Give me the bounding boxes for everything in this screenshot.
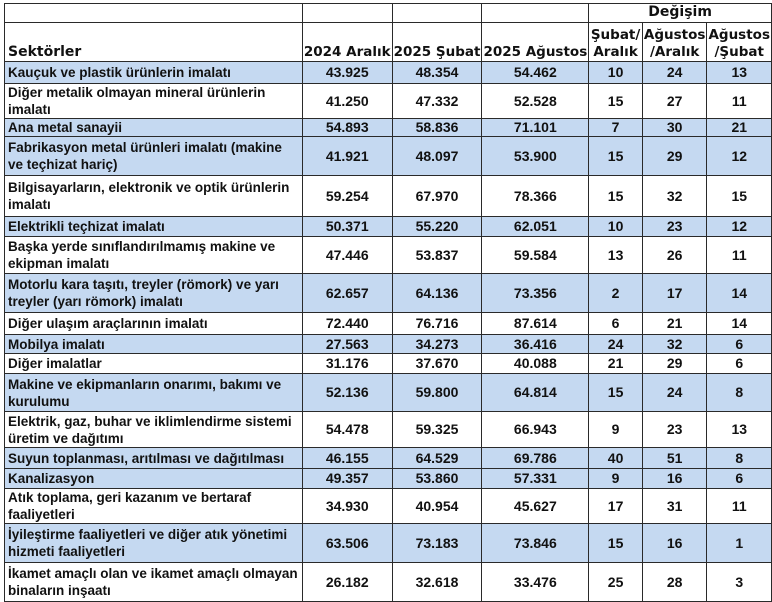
change-agustos-aralik-cell: 32 xyxy=(642,176,707,217)
change-subat-aralik-cell: 17 xyxy=(589,489,643,524)
value-2025-agustos-cell: 53.900 xyxy=(482,137,589,176)
value-2025-subat-cell: 40.954 xyxy=(392,489,482,524)
value-2024-aralik-cell: 43.925 xyxy=(302,62,392,84)
table-row xyxy=(5,469,772,489)
value-2025-agustos-cell: 73.846 xyxy=(482,524,589,563)
change-agustos-aralik-cell: 17 xyxy=(642,274,707,313)
value-2025-agustos-cell: 71.101 xyxy=(482,119,589,137)
table-row xyxy=(5,563,772,602)
value-2025-subat-cell: 53.837 xyxy=(392,237,482,274)
change-agustos-aralik-cell: 23 xyxy=(642,217,707,237)
header-blank-cell xyxy=(5,4,303,23)
value-2025-subat-cell: 58.836 xyxy=(392,119,482,137)
change-subat-aralik-cell: 15 xyxy=(589,84,643,119)
change-agustos-subat-cell: 13 xyxy=(707,62,772,84)
value-2024-aralik-cell: 50.371 xyxy=(302,217,392,237)
value-2025-agustos-cell: 59.584 xyxy=(482,237,589,274)
header-2025-agustos: 2025 Ağustos xyxy=(482,23,589,62)
change-agustos-subat-cell: 6 xyxy=(707,469,772,489)
value-2025-agustos-cell: 87.614 xyxy=(482,313,589,335)
value-2025-agustos-cell: 73.356 xyxy=(482,274,589,313)
sector-name-cell: Elektrikli teçhizat imalatı xyxy=(5,217,303,237)
sector-name-cell: Makine ve ekipmanların onarımı, bakımı ve kurulumu xyxy=(5,374,303,412)
change-subat-aralik-cell: 40 xyxy=(589,448,643,469)
header-sectors: Sektörler xyxy=(5,23,303,62)
value-2025-agustos-cell: 52.528 xyxy=(482,84,589,119)
sector-name-cell: İyileştirme faaliyetleri ve diğer atık yönetimi hizmeti faaliyetleri xyxy=(5,524,303,563)
value-2025-agustos-cell: 66.943 xyxy=(482,412,589,448)
table-row xyxy=(5,119,772,137)
value-2024-aralik-cell: 46.155 xyxy=(302,448,392,469)
sector-name-cell: Ana metal sanayii xyxy=(5,119,303,137)
change-agustos-subat-cell: 8 xyxy=(707,374,772,412)
header-group-row xyxy=(5,4,772,23)
change-subat-aralik-cell: 15 xyxy=(589,137,643,176)
value-2025-subat-cell: 34.273 xyxy=(392,335,482,354)
sector-name-cell: Elektrik, gaz, buhar ve iklimlendirme sistemi üretim ve dağıtımı xyxy=(5,412,303,448)
change-subat-aralik-cell: 24 xyxy=(589,335,643,354)
value-2024-aralik-cell: 63.506 xyxy=(302,524,392,563)
change-agustos-subat-cell: 6 xyxy=(707,335,772,354)
value-2025-agustos-cell: 33.476 xyxy=(482,563,589,602)
change-subat-aralik-cell: 25 xyxy=(589,563,643,602)
header-2025-subat: 2025 Şubat xyxy=(392,23,482,62)
header-blank-cell xyxy=(482,4,589,23)
value-2025-subat-cell: 59.800 xyxy=(392,374,482,412)
table-row xyxy=(5,412,772,448)
table-row xyxy=(5,489,772,524)
change-agustos-aralik-cell: 32 xyxy=(642,335,707,354)
change-subat-aralik-cell: 15 xyxy=(589,524,643,563)
change-subat-aralik-cell: 2 xyxy=(589,274,643,313)
sector-name-cell: Motorlu kara taşıtı, treyler (römork) ve yarı treyler (yarı römork) imalatı xyxy=(5,274,303,313)
value-2024-aralik-cell: 54.893 xyxy=(302,119,392,137)
sector-name-cell: Suyun toplanması, arıtılması ve dağıtılması xyxy=(5,448,303,469)
table-row xyxy=(5,217,772,237)
change-subat-aralik-cell: 7 xyxy=(589,119,643,137)
change-agustos-aralik-cell: 23 xyxy=(642,412,707,448)
sector-name-cell: Diğer ulaşım araçlarının imalatı xyxy=(5,313,303,335)
change-agustos-subat-cell: 13 xyxy=(707,412,772,448)
header-blank-cell xyxy=(302,4,392,23)
value-2025-subat-cell: 48.097 xyxy=(392,137,482,176)
change-subat-aralik-cell: 9 xyxy=(589,412,643,448)
value-2024-aralik-cell: 41.921 xyxy=(302,137,392,176)
change-agustos-subat-cell: 15 xyxy=(707,176,772,217)
value-2025-agustos-cell: 69.786 xyxy=(482,448,589,469)
change-agustos-aralik-cell: 31 xyxy=(642,489,707,524)
change-agustos-aralik-cell: 27 xyxy=(642,84,707,119)
value-2025-subat-cell: 32.618 xyxy=(392,563,482,602)
value-2024-aralik-cell: 47.446 xyxy=(302,237,392,274)
sector-name-cell: İkamet amaçlı olan ve ikamet amaçlı olmayan binaların inşaatı xyxy=(5,563,303,602)
value-2025-subat-cell: 64.529 xyxy=(392,448,482,469)
header-2024-aralik: 2024 Aralık xyxy=(302,23,392,62)
value-2025-subat-cell: 53.860 xyxy=(392,469,482,489)
change-agustos-subat-cell: 11 xyxy=(707,84,772,119)
sector-name-cell: Bilgisayarların, elektronik ve optik ürünlerin imalatı xyxy=(5,176,303,217)
table-row xyxy=(5,237,772,274)
value-2025-subat-cell: 55.220 xyxy=(392,217,482,237)
value-2024-aralik-cell: 27.563 xyxy=(302,335,392,354)
value-2024-aralik-cell: 31.176 xyxy=(302,354,392,374)
change-subat-aralik-cell: 10 xyxy=(589,62,643,84)
value-2025-agustos-cell: 45.627 xyxy=(482,489,589,524)
value-2025-agustos-cell: 40.088 xyxy=(482,354,589,374)
change-agustos-subat-cell: 3 xyxy=(707,563,772,602)
change-agustos-aralik-cell: 28 xyxy=(642,563,707,602)
change-agustos-subat-cell: 12 xyxy=(707,137,772,176)
sector-name-cell: Diğer imalatlar xyxy=(5,354,303,374)
header-blank-cell xyxy=(392,4,482,23)
value-2025-subat-cell: 76.716 xyxy=(392,313,482,335)
change-agustos-subat-cell: 1 xyxy=(707,524,772,563)
value-2025-subat-cell: 47.332 xyxy=(392,84,482,119)
change-agustos-aralik-cell: 30 xyxy=(642,119,707,137)
value-2024-aralik-cell: 41.250 xyxy=(302,84,392,119)
table-row xyxy=(5,176,772,217)
sector-name-cell: Kauçuk ve plastik ürünlerin imalatı xyxy=(5,62,303,84)
change-agustos-aralik-cell: 16 xyxy=(642,469,707,489)
change-subat-aralik-cell: 15 xyxy=(589,374,643,412)
value-2025-subat-cell: 73.183 xyxy=(392,524,482,563)
value-2024-aralik-cell: 72.440 xyxy=(302,313,392,335)
sector-name-cell: Mobilya imalatı xyxy=(5,335,303,354)
value-2025-subat-cell: 37.670 xyxy=(392,354,482,374)
value-2025-agustos-cell: 54.462 xyxy=(482,62,589,84)
change-subat-aralik-cell: 10 xyxy=(589,217,643,237)
table-row xyxy=(5,274,772,313)
table-row xyxy=(5,313,772,335)
table-row xyxy=(5,448,772,469)
change-agustos-aralik-cell: 21 xyxy=(642,313,707,335)
table-body xyxy=(5,62,772,602)
header-agustos-aralik: Ağustos /Aralık xyxy=(642,23,707,62)
change-agustos-aralik-cell: 26 xyxy=(642,237,707,274)
value-2025-agustos-cell: 36.416 xyxy=(482,335,589,354)
value-2025-subat-cell: 67.970 xyxy=(392,176,482,217)
change-agustos-subat-cell: 14 xyxy=(707,313,772,335)
change-agustos-subat-cell: 21 xyxy=(707,119,772,137)
value-2025-subat-cell: 48.354 xyxy=(392,62,482,84)
header-subat-aralik: Şubat/ Aralık xyxy=(589,23,643,62)
sector-name-cell: Atık toplama, geri kazanım ve bertaraf faaliyetleri xyxy=(5,489,303,524)
value-2025-agustos-cell: 78.366 xyxy=(482,176,589,217)
header-agustos-subat: Ağustos /Şubat xyxy=(707,23,772,62)
value-2024-aralik-cell: 62.657 xyxy=(302,274,392,313)
change-subat-aralik-cell: 15 xyxy=(589,176,643,217)
value-2025-agustos-cell: 64.814 xyxy=(482,374,589,412)
value-2024-aralik-cell: 54.478 xyxy=(302,412,392,448)
change-agustos-subat-cell: 12 xyxy=(707,217,772,237)
change-agustos-aralik-cell: 51 xyxy=(642,448,707,469)
header-row xyxy=(5,23,772,62)
value-2024-aralik-cell: 52.136 xyxy=(302,374,392,412)
table-row xyxy=(5,335,772,354)
table-row xyxy=(5,62,772,84)
change-agustos-subat-cell: 11 xyxy=(707,237,772,274)
value-2024-aralik-cell: 34.930 xyxy=(302,489,392,524)
change-agustos-aralik-cell: 24 xyxy=(642,62,707,84)
header-change-group: Değişim xyxy=(589,4,772,23)
change-agustos-aralik-cell: 29 xyxy=(642,137,707,176)
table-row xyxy=(5,374,772,412)
change-agustos-aralik-cell: 16 xyxy=(642,524,707,563)
change-subat-aralik-cell: 6 xyxy=(589,313,643,335)
table-row xyxy=(5,524,772,563)
sector-name-cell: Fabrikasyon metal ürünleri imalatı (makine ve teçhizat hariç) xyxy=(5,137,303,176)
change-agustos-aralik-cell: 24 xyxy=(642,374,707,412)
value-2025-agustos-cell: 62.051 xyxy=(482,217,589,237)
change-subat-aralik-cell: 21 xyxy=(589,354,643,374)
table-row xyxy=(5,137,772,176)
change-agustos-subat-cell: 14 xyxy=(707,274,772,313)
change-subat-aralik-cell: 9 xyxy=(589,469,643,489)
table-row xyxy=(5,84,772,119)
change-subat-aralik-cell: 13 xyxy=(589,237,643,274)
change-agustos-aralik-cell: 29 xyxy=(642,354,707,374)
value-2024-aralik-cell: 59.254 xyxy=(302,176,392,217)
value-2025-agustos-cell: 57.331 xyxy=(482,469,589,489)
sector-name-cell: Kanalizasyon xyxy=(5,469,303,489)
change-agustos-subat-cell: 11 xyxy=(707,489,772,524)
value-2025-subat-cell: 59.325 xyxy=(392,412,482,448)
value-2024-aralik-cell: 26.182 xyxy=(302,563,392,602)
value-2025-subat-cell: 64.136 xyxy=(392,274,482,313)
sector-table-container xyxy=(4,3,772,602)
sector-change-table xyxy=(4,3,772,602)
table-row xyxy=(5,354,772,374)
sector-name-cell: Başka yerde sınıflandırılmamış makine ve ekipman imalatı xyxy=(5,237,303,274)
sector-name-cell: Diğer metalik olmayan mineral ürünlerin imalatı xyxy=(5,84,303,119)
change-agustos-subat-cell: 8 xyxy=(707,448,772,469)
change-agustos-subat-cell: 6 xyxy=(707,354,772,374)
value-2024-aralik-cell: 49.357 xyxy=(302,469,392,489)
